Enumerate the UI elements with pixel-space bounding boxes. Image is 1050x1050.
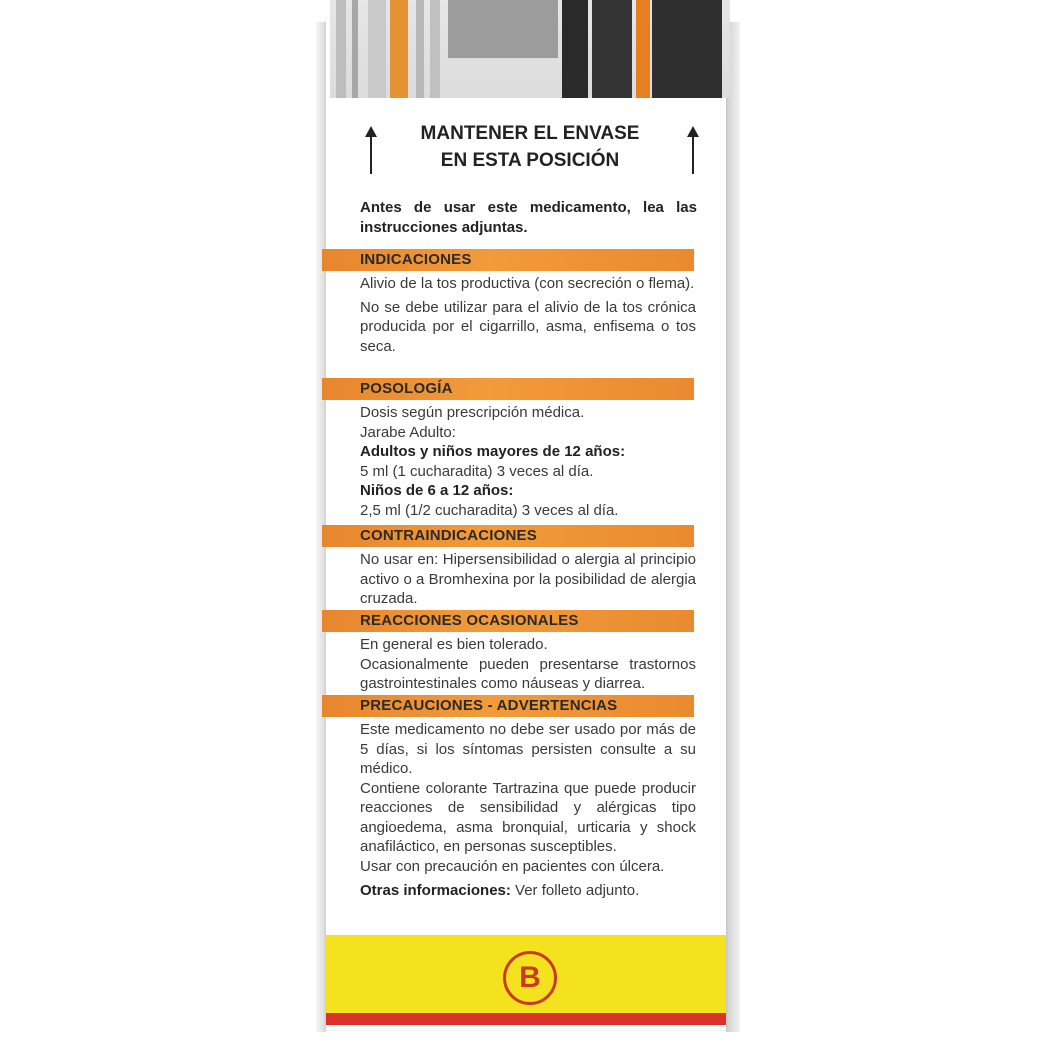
section-header [322,610,694,632]
section-body: Alivio de la tos productiva (con secreción o flema). No se debe utilizar para el alivio de la tos crónica producida por el cigarrillo, asma, enfisema o tos seca. [360,275,696,355]
section-title: PRECAUCIONES - ADVERTENCIAS [360,697,618,714]
section-title: REACCIONES OCASIONALES [360,612,579,629]
section-body: Dosis según prescripción médica. Jarabe Adulto: Adultos y niños mayores de 12 años: 5 ml (1 cucharadita) 3 veces al día. Niños de 6 a 12 años: 2,5 ml (1/2 cucharadita) 3 veces al día. [360,404,626,519]
section-body: No usar en: Hipersensibilidad o alergia al principio activo o a Bromhexina por la posibilidad de alergia cruzada. [360,551,696,607]
orientation-line-2: EN ESTA POSICIÓN [440,150,620,171]
section-body: En general es bien tolerado. Ocasionalmente pueden presentarse trastornos gastrointestinales como náuseas y diarrea. [360,636,696,692]
section-title: POSOLOGÍA [360,380,453,397]
brand-b-logo-icon: B [503,951,557,1005]
section-header [322,525,694,547]
section-header [322,249,694,271]
section-precauciones [326,695,726,901]
box-right-edge [726,22,740,1032]
orientation-notice [360,120,700,180]
box-top-flap [330,0,730,98]
footer-red-band [326,1013,726,1025]
other-info [360,881,696,901]
section-title: CONTRAINDICACIONES [360,527,537,544]
orientation-line-1: MANTENER EL ENVASE [420,123,640,144]
other-info-label: Otras informaciones: [360,882,511,899]
section-contraindicaciones [326,525,726,609]
section-header [322,378,694,400]
section-header [322,695,694,717]
section-title: INDICACIONES [360,251,472,268]
up-arrow-icon [364,126,378,174]
section-indicaciones [326,249,726,356]
other-info-value: Ver folleto adjunto. [510,882,640,899]
section-reacciones [326,610,726,694]
up-arrow-icon [686,126,700,174]
intro-text: Antes de usar este medicamento, lea las instrucciones adjuntas. [360,199,697,236]
section-posologia [326,378,726,520]
section-body: Este medicamento no debe ser usado por más de 5 días, si los síntomas persisten consulte a su médico. Contiene colorante Tartrazina que puede producir reacciones de sensibilidad y alérgicas tipo angioedema, asma bronquial, urticaria y shock anafiláctico, en personas susceptibles. Usar con precaución en pacientes con úlcera. Otras informaciones: Ver folleto adjunto. [360,721,696,899]
orientation-text [388,120,672,174]
